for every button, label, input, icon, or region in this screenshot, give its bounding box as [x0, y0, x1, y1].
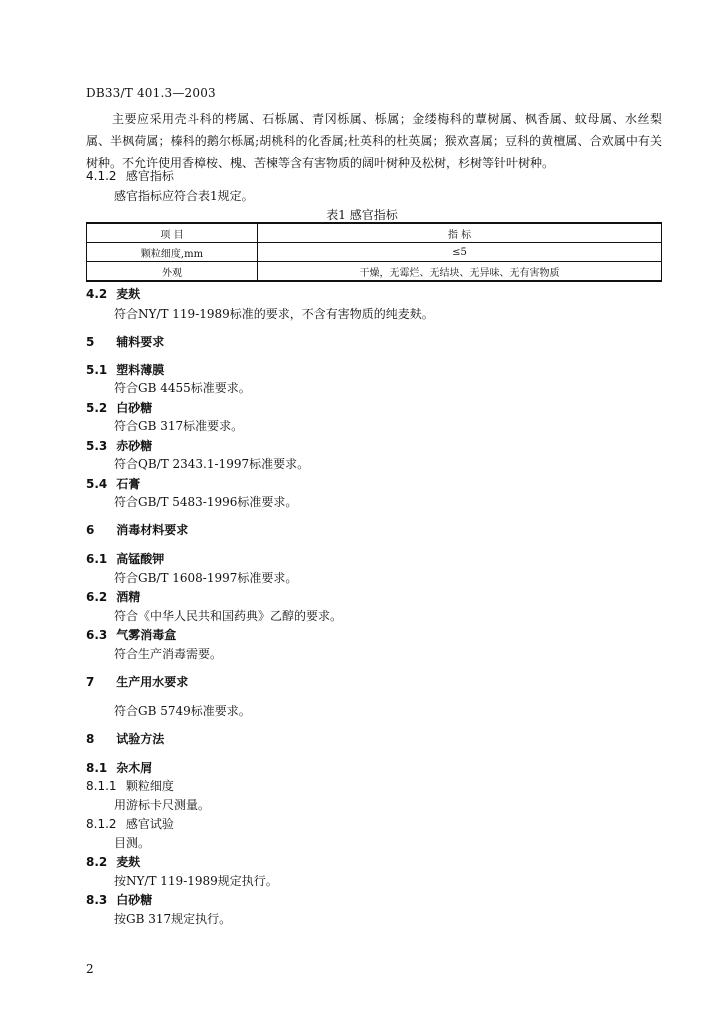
- section-8: [86, 731, 164, 747]
- section-number: 8.1.1: [86, 779, 117, 793]
- section-number: 5.1: [86, 363, 108, 377]
- section-title: 感官试验: [125, 817, 174, 831]
- table-caption: 表1 感官指标: [326, 208, 398, 222]
- section-8-1-1: [86, 778, 174, 794]
- section-number: 8.1: [86, 761, 108, 775]
- section-4-2: [86, 286, 140, 302]
- section-title: 赤砂糖: [116, 439, 153, 453]
- section-title: 麦麸: [116, 855, 141, 869]
- section-8-1-1-text: 用游标卡尺测量。: [114, 798, 211, 812]
- page-number: 2: [86, 962, 94, 976]
- section-title: 辅料要求: [116, 335, 165, 349]
- section-number: 4.2: [86, 287, 108, 301]
- section-title: 生产用水要求: [116, 675, 189, 689]
- section-7-text: 符合GB 5749标准要求。: [114, 704, 251, 718]
- section-number: 5.3: [86, 439, 108, 453]
- section-title: 白砂糖: [116, 401, 153, 415]
- section-number: 5.2: [86, 401, 108, 415]
- table-header-item: 项 目: [87, 223, 258, 243]
- section-5-4-text: 符合GB/T 5483-1996标准要求。: [114, 495, 298, 509]
- section-8-1: [86, 760, 152, 776]
- section-5-4: [86, 476, 140, 492]
- section-5-2: [86, 400, 152, 416]
- section-8-2: [86, 854, 140, 870]
- section-6-2-text: 符合《中华人民共和国药典》乙醇的要求。: [114, 609, 343, 623]
- section-title: 塑料薄膜: [116, 363, 165, 377]
- section-title: 气雾消毒盒: [116, 628, 177, 642]
- table-row: [87, 262, 662, 282]
- section-number: 6: [86, 523, 95, 537]
- section-title: 感官指标: [125, 169, 174, 183]
- table-header-row: [87, 223, 662, 243]
- section-title: 白砂糖: [116, 893, 153, 907]
- section-6: [86, 522, 188, 538]
- table-cell: 颗粒细度,mm: [87, 243, 258, 262]
- table-row: [87, 243, 662, 262]
- sensory-table: [86, 222, 662, 282]
- section-number: 7: [86, 675, 95, 689]
- section-8-3: [86, 892, 152, 908]
- section-title: 杂木屑: [116, 761, 153, 775]
- document-header: DB33/T 401.3—2003: [86, 86, 216, 100]
- section-number: 5: [86, 335, 95, 349]
- section-number: 5.4: [86, 477, 108, 491]
- section-7: [86, 674, 188, 690]
- section-5-1: [86, 362, 164, 378]
- section-6-3-text: 符合生产消毒需要。: [114, 647, 223, 661]
- section-6-3: [86, 627, 176, 643]
- section-4-2-text: 符合NY/T 119-1989标准的要求，不含有害物质的纯麦麸。: [114, 307, 434, 321]
- intro-paragraph: 主要应采用壳斗科的栲属、石栎属、青冈栎属、栎属；金缕梅科的蕈树属、枫香属、蚊母属、水丝梨属、半枫荷属；榛科的鹅尔栎属;胡桃科的化香属;杜英科的杜英属；猴欢喜属；豆科的黄檀属、合欢属中有关树种。不允许使用香樟桉、槐、苦楝等含有害物质的阔叶树种及松树，杉树等针叶树种。: [86, 112, 662, 170]
- section-title: 颗粒细度: [125, 779, 174, 793]
- section-number: 6.2: [86, 590, 108, 604]
- section-title: 麦麸: [116, 287, 141, 301]
- table-header-indicator: 指 标: [258, 223, 662, 243]
- section-number: 4.1.2: [86, 169, 117, 183]
- section-6-1-text: 符合GB/T 1608-1997标准要求。: [114, 571, 298, 585]
- section-5-3-text: 符合QB/T 2343.1-1997标准要求。: [114, 457, 310, 471]
- section-5-2-text: 符合GB 317标准要求。: [114, 419, 244, 433]
- section-5: [86, 334, 164, 350]
- section-5-1-text: 符合GB 4455标准要求。: [114, 381, 251, 395]
- section-6-1: [86, 551, 164, 567]
- section-4-1-2: [86, 168, 174, 184]
- section-title: 石膏: [116, 477, 141, 491]
- section-title: 试验方法: [116, 732, 165, 746]
- section-number: 8.3: [86, 893, 108, 907]
- section-8-2-text: 按NY/T 119-1989规定执行。: [114, 874, 278, 888]
- table-cell: 外观: [87, 262, 258, 282]
- section-title: 酒精: [116, 590, 141, 604]
- section-title: 消毒材料要求: [116, 523, 189, 537]
- section-8-3-text: 按GB 317规定执行。: [114, 912, 232, 926]
- section-number: 8: [86, 732, 95, 746]
- section-number: 8.1.2: [86, 817, 117, 831]
- section-8-1-2: [86, 816, 174, 832]
- section-4-1-2-text: 感官指标应符合表1规定。: [114, 189, 254, 203]
- section-number: 6.3: [86, 628, 108, 642]
- section-title: 高锰酸钾: [116, 552, 165, 566]
- section-5-3: [86, 438, 152, 454]
- table-cell: ≤5: [258, 243, 662, 262]
- table-cell: 干燥，无霉烂、无结块、无异味、无有害物质: [258, 262, 662, 282]
- section-8-1-2-text: 目测。: [114, 836, 151, 850]
- section-number: 6.1: [86, 552, 108, 566]
- section-6-2: [86, 589, 140, 605]
- section-number: 8.2: [86, 855, 108, 869]
